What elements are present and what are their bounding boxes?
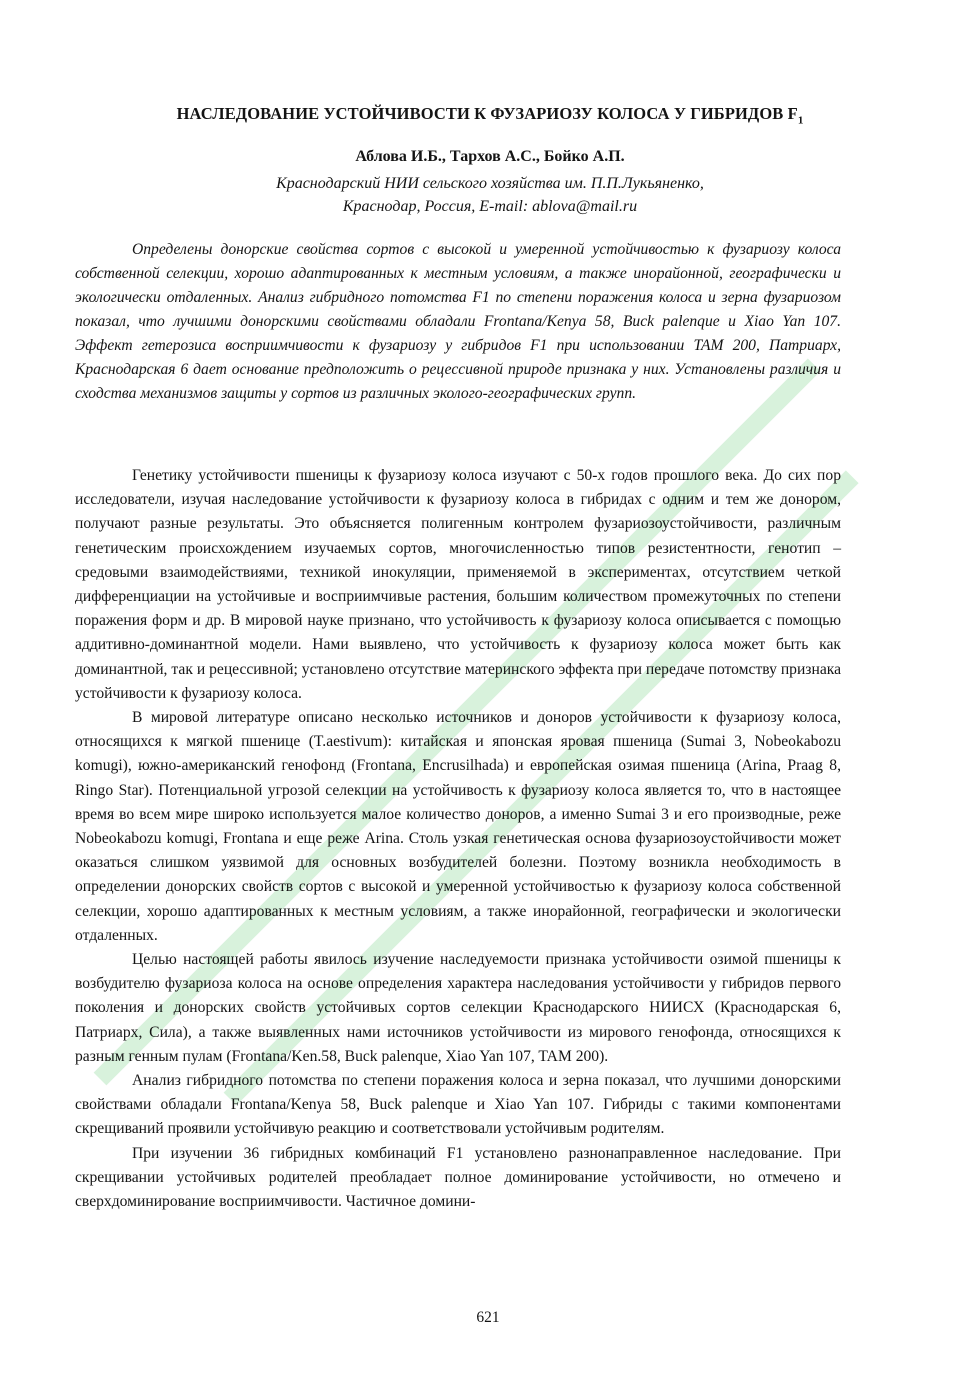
affiliation-line-1: Краснодарский НИИ сельского хозяйства им. П.П.Лукьяненко, xyxy=(276,175,704,192)
body-text xyxy=(75,464,841,1214)
page-number: 621 xyxy=(476,1309,500,1326)
paragraph-2: В мировой литературе описано несколько источников и доноров устойчивости к фузариозу колоса, относящихся к мягкой пшенице (T.aestivum): китайская и японская яровая пшеница (Sumai 3, Nobeokabozu komugi), южно-американский генофонд (Frontana, Encrusilhada) и европейская озимая пшеница (Arina, Praag 8, Ringo Star). Потенциальной угрозой селекции на устойчивость к фузариозу колоса является то, что в настоящее время во всем мире широко используется малое количество доноров, а именно Sumai 3 и его производные, реже Nobeokabozu komugi, Frontana и еще реже Arina. Столь узкая генетическая основа фузариозоустойчивости может оказаться слишком уязвимой для основных возбудителей болезни. Поэтому возникла необходимость в определении донорских свойств сортов с высокой и умеренной устойчивостью к фузариозу колоса собственной селекции, хорошо адаптированных к местным условиям, а также инорайонной, географически и экологически отдаленных. xyxy=(75,709,841,944)
authors: Аблова И.Б., Тархов А.С., Бойко А.П. xyxy=(355,148,625,165)
paragraph-4: Анализ гибридного потомства по степени поражения колоса и зерна показал, что лучшими донорскими свойствами обладали Frontana/Kenya 58, Buck palenque и Xiao Yan 107. Гибриды с такими компонентами скрещиваний проявили устойчивую реакцию и соответствовали устойчивым родителям. xyxy=(75,1072,841,1138)
article-title xyxy=(70,104,910,126)
abstract: Определены донорские свойства сортов с высокой и умеренной устойчивостью к фузариозу колоса собственной селекции, хорошо адаптированных к местным условиям, а также инорайонной, географически и экологически отдаленных. Анализ гибридного потомства F1 по степени поражения колоса и зерна фузариозом показал, что лучшими донорскими свойствами обладали Frontana/Kenya 58, Buck palenque и Xiao Yan 107. Эффект гетерозиса восприимчивости к фузариозу у гибридов F1 при использовании TAM 200, Патриарх, Краснодарская 6 дает основание предположить о рецессивной природе признака у них. Установлены различия и сходства механизмов защиты у сортов из различных эколого-географических групп. xyxy=(75,241,841,402)
affiliation xyxy=(70,172,910,218)
paragraph-1: Генетику устойчивости пшеницы к фузариозу колоса изучают с 50-х годов прошлого века. До сих пор исследователи, изучая наследование устойчивости к фузариозу колоса в гибридах с одним и тем же донором, получают разные результаты. Это объясняется полигенным контролем фузариозоустойчивости, различным генетическим происхождением изучаемых сортов, многочисленностью типов резистентности, генотип – средовыми взаимодействиями, техникой инокуляции, применяемой в экспериментах, отсутствием четкой дифференциации на устойчивые и восприимчивые растения, большим количеством промежуточных по степени поражения форм и др. В мировой науке признано, что устойчивость к фузариозу колоса описывается с помощью аддитивно-доминантной модели. Нами выявлено, что устойчивость к фузариозу колоса может быть как доминантной, так и рецессивной; установлено отсутствие материнского эффекта при передаче потомству признака устойчивости к фузариозу колоса. xyxy=(75,467,841,702)
paragraph-5: При изучении 36 гибридных комбинаций F1 установлено разнонаправленное наследование. При скрещивании устойчивых родителей преобладает полное доминирование устойчивости, но отмечено и сверхдоминирование восприимчивости. Частичное домини- xyxy=(75,1144,841,1211)
title-subscript: 1 xyxy=(797,114,804,127)
title-text: НАСЛЕДОВАНИЕ УСТОЙЧИВОСТИ К ФУЗАРИОЗУ КОЛОСА У ГИБРИДОВ F xyxy=(176,104,798,123)
affiliation-line-2: Краснодар, Россия, E-mail: ablova@mail.ru xyxy=(342,198,638,215)
paragraph-3: Целью настоящей работы явилось изучение наследуемости признака устойчивости озимой пшеницы к возбудителю фузариоза колоса на основе определения характера наследования устойчивости у гибридов первого поколения и донорских свойств устойчивых сортов селекции Краснодарского НИИСХ (Краснодарская 6, Патриарх, Сила), а также выявленных нами источников устойчивости из мирового генофонда, относящихся к разным генным пулам (Frontana/Ken.58, Buck palenque, Xiao Yan 107, TAM 200). xyxy=(75,951,841,1065)
